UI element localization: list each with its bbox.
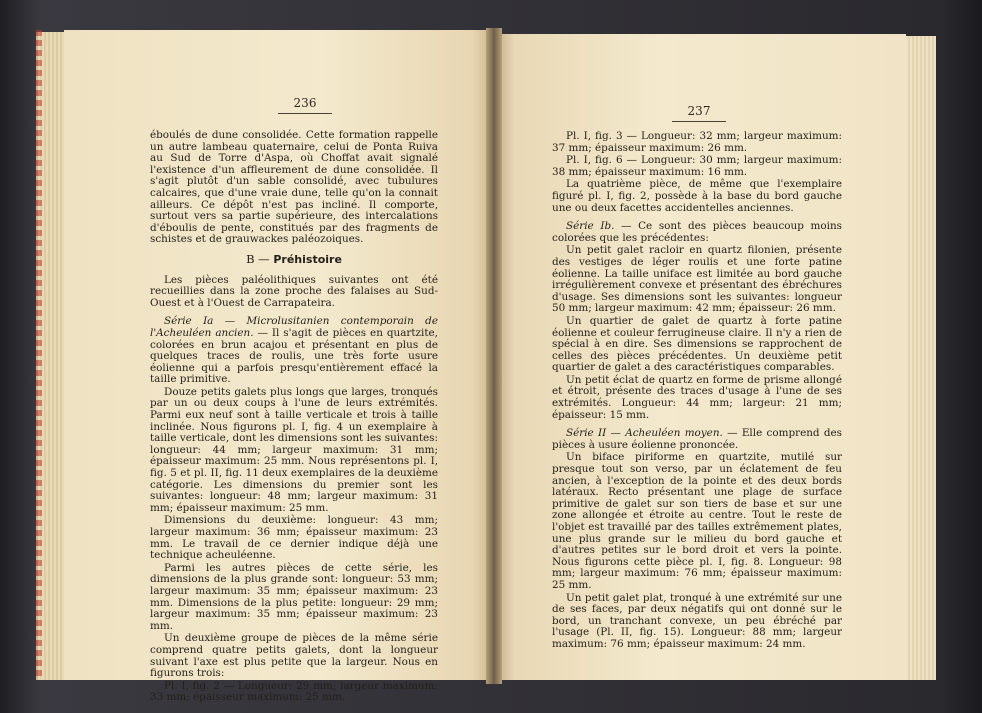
paragraph: Pl. I, fig. 6 — Longueur: 30 mm; largeur maximum: 38 mm; épaisseur maximum: 16 mm. xyxy=(552,154,842,178)
section-heading-letter: B — xyxy=(246,251,270,266)
series-title: Série II — Acheuléen moyen. xyxy=(566,427,723,440)
page-edges-right xyxy=(902,36,936,680)
paragraph: Parmi les autres pièces de cette série, les dimensions de la plus grande sont: longueur: 53 mm; largeur maximum: 35 mm; épaisseur maximum: 23 mm. Dimensions de la plus petite: longueur: 29 mm; largeur maximum: 35 mm; épaisseur maximum: 23 mm. xyxy=(150,561,438,632)
paragraph xyxy=(552,428,842,451)
paragraph: Un petit galet plat, tronqué à une extrémité sur une de ses faces, par deux négatifs qui ont donné sur le bord, un tranchant convexe, un peu ébréché par l'usage (Pl. II, fig. 15). Longueur: 88 mm; largeur maximum: 76 mm; épaisseur maximum: 24 mm. xyxy=(552,591,842,650)
section-heading-title: Préhistoire xyxy=(273,252,342,266)
paragraph: Un petit galet racloir en quartz filonien, présente des vestiges de léger roulis et une forte patine éolienne. La taille uniface est limitée au bord gauche irrégulièrement convexe et présentant des ébréchures d'usage. Ses dimensions sont les suivantes: longueur 50 mm; largeur maximum: 42 mm; épaisseur: 26 mm. xyxy=(552,244,842,315)
right-page-text xyxy=(552,131,842,651)
paragraph: Pl. I, fig. 2 — Longueur: 29 mm; largeur maximum: 33 mm; épaisseur maximum: 25 mm. xyxy=(150,679,438,704)
page-number-right: 237 xyxy=(676,104,722,118)
page-number-left: 236 xyxy=(282,96,328,110)
paragraph: Un biface piriforme en quartzite, mutilé sur presque tout son verso, par un éclatement de feu ancien, à l'exception de la pointe et des deux bords latéraux. Recto présentant une plage de surface primitive de galet sur son tiers de base et sur une zone allongée et étroite au centre. Tout le reste de l'objet est travaillé par des tailles extrêmement plates, une plus grande sur le milieu du bord gauche et d'autres petites sur le bord droit et vers la pointe. Nous figurons cette pièce pl. I, fig. 8. Longueur: 98 mm; largeur maximum: 76 mm; épaisseur maximum: 25 mm. xyxy=(552,451,842,591)
paragraph: Un quartier de galet de quartz à forte patine éolienne et couleur ferrugineuse claire. Il n'y a rien de spécial à en dire. Ses dimensions se rapprochent de celles des pièces précédentes. Un deuxième petit quartier de galet a des caractéristiques comparables. xyxy=(552,314,842,374)
series-text: — Il s'agit de pièces en quartzite, colorées en brun acajou et présentant en plus de quelques traces de roulis, une très forte usure éolienne qui a parfois presqu'entièrement effacé la taille primitive. xyxy=(150,326,438,386)
marbled-edge xyxy=(36,30,42,680)
paragraph: Un petit éclat de quartz en forme de prisme allongé et étroit, présente des traces d'usage à l'une de ses extrémités. Longueur: 44 mm; largeur: 21 mm; épaisseur: 15 mm. xyxy=(552,373,842,421)
paragraph: La quatrième pièce, de même que l'exemplaire figuré pl. I, fig. 2, possède à la base du bord gauche une ou deux facettes accidentelles anciennes. xyxy=(552,178,842,214)
paragraph: éboulés de dune consolidée. Cette formation rappelle un autre lambeau quaternaire, celui de Ponta Ruiva au Sud de Torre d'Aspa, où Choffat avait signalé l'existence d'un affleurement de dune consolidée. Il s'agit plutôt d'un sable consolidé, avec tubulures calcaires, que d'une vraie dune, telle qu'on la connait ailleurs. Ce dépôt n'est pas incliné. Il comporte, surtout vers sa partie supérieure, des intercalations d'éboulis de pente, constitués par des fragments de schistes et de grauwackes paléozoiques. xyxy=(150,129,438,246)
paragraph xyxy=(150,316,438,386)
series-title: Série Ia — Microlusitanien contemporain de l'Acheuléen ancien. xyxy=(150,315,438,339)
series-text: — Elle comprend des pièces à usure éolienne prononcée. xyxy=(552,427,842,451)
paragraph: Un deuxième groupe de pièces de la même série comprend quatre petits galets, dont la longueur suivant l'axe est plus petite que la largeur. Nous en figurons trois: xyxy=(150,632,438,680)
paragraph: Les pièces paléolithiques suivantes ont été recueillies dans la zone proche des falaises au Sud-Ouest et à l'Ouest de Carrapateira. xyxy=(150,273,438,309)
series-text: — Ce sont des pièces beaucoup moins colorées que les précédentes: xyxy=(552,220,842,244)
paragraph: Pl. I, fig. 3 — Longueur: 32 mm; largeur maximum: 37 mm; épaisseur maximum: 26 mm. xyxy=(552,130,842,154)
paragraph: Douze petits galets plus longs que larges, tronqués par un ou deux coups à l'une de leurs extrémités. Parmi eux neuf sont à taille verticale et trois à taille inclinée. Nous figurons pl. I, fig. 4 un exemplaire à taille verticale, dont les dimensions sont les suivantes: longueur: 44 mm; largeur maximum: 31 mm; épaisseur maximum: 25 mm. Nous représentons pl. I, fig. 5 et pl. II, fig. 11 deux exemplaires de la deuxième catégorie. Les dimensions du premier sont les suivantes: longueur: 48 mm; largeur maximum: 31 mm; épaisseur maximum: 25 mm. xyxy=(150,385,438,514)
paragraph xyxy=(552,221,842,244)
paragraph: Dimensions du deuxième: longueur: 43 mm; largeur maximum: 36 mm; épaisseur maximum: 23 mm. Le travail de ce dernier indique déjà une technique acheuléenne. xyxy=(150,514,438,562)
left-page-text xyxy=(150,130,438,704)
book-gutter xyxy=(486,28,502,684)
series-title: Série Ib. xyxy=(566,220,615,233)
section-heading xyxy=(150,251,438,266)
